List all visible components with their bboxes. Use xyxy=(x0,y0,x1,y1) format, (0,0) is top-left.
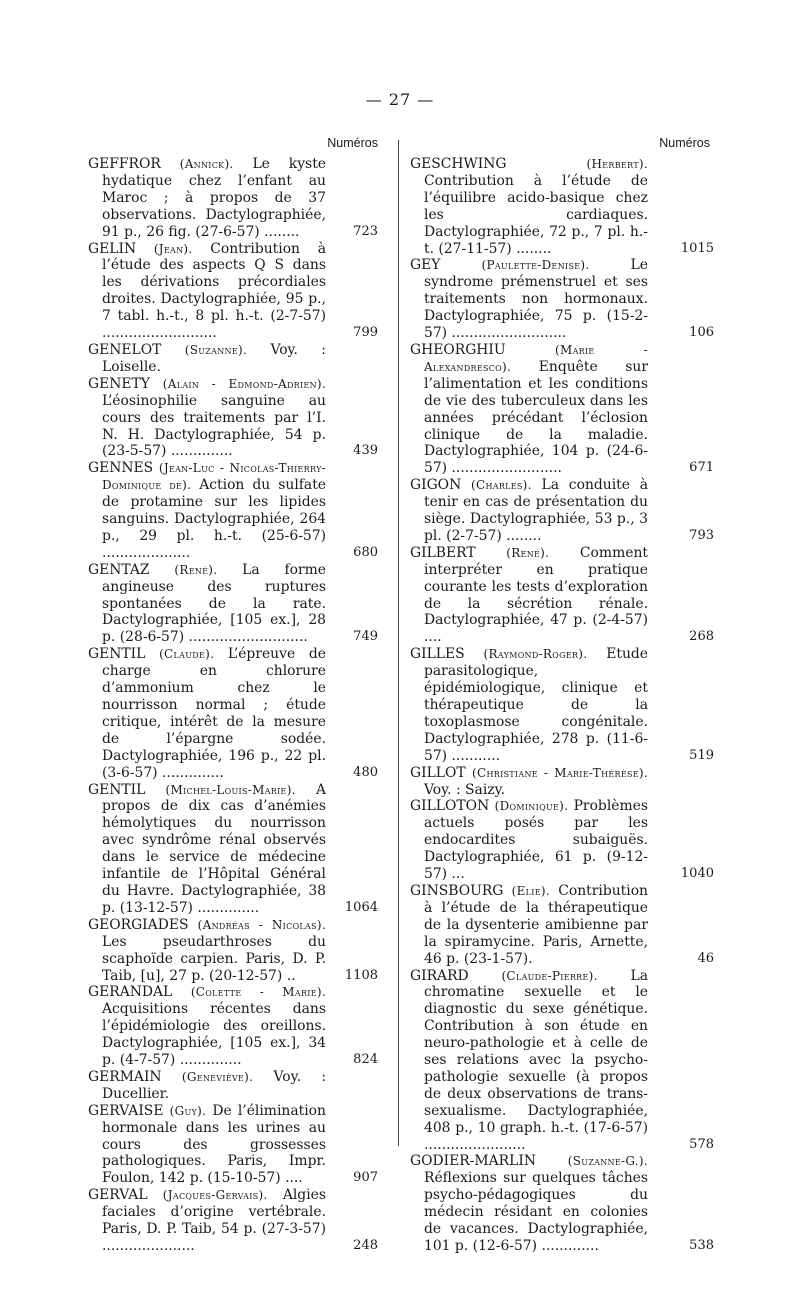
author-surname: GEFFROR xyxy=(88,156,161,172)
bibliography-entry xyxy=(410,765,700,799)
author-given-names: (Colette - Marie). xyxy=(190,985,326,1000)
bibliography-entry xyxy=(410,1153,714,1254)
entry-text: Contribution à l’étude des aspects Q S dans les dérivations précordiales droites. Dactylographiée, 95 p., 7 tabl. h.-t., 8 pl. h.-t. (2-7-57) .......................... xyxy=(102,240,326,342)
author-given-names: (Elie). xyxy=(511,883,550,898)
entry-text: L’éosinophilie sanguine au cours des traitements par l’I. N. H. Dactylographiée, 54 p. (23-5-57) .............. xyxy=(102,392,326,460)
entry-text: Contribution à l’étude de la thérapeutique de la dysenterie amibienne par la spiramycine. Paris, Arnette, 46 p. (23-1-57). xyxy=(424,882,649,967)
author-given-names: (Christiane - Marie-Thérèse). xyxy=(472,765,648,780)
bibliography-entry xyxy=(410,967,714,1154)
entry-number: 480 xyxy=(353,764,378,780)
entry-number: 749 xyxy=(353,629,378,645)
entry-text: Voy. : Loiselle. xyxy=(102,341,326,375)
author-given-names: (Suzanne). xyxy=(184,342,248,357)
author-given-names: (Raymond-Roger). xyxy=(483,647,588,662)
column-header: Numéros xyxy=(327,136,378,150)
bibliography-entry xyxy=(410,798,714,883)
bibliography-entry xyxy=(88,984,378,1069)
entry-text: Algies faciales d’origine vertébrale. Paris, D. P. Taib, 54 p. (27-3-57) ..................... xyxy=(102,1187,326,1254)
entry-text: La chromatine sexuelle et le diagnostic du sexe génétique. Contribution à son étude en neuro-pathologie et à celle de ses relations avec la psycho-pathologie sexuelle (à propos de deux observations de trans-sexualisme. Dactylographiée, 408 p., 10 graph. h.-t. (17-6-57) ....................... xyxy=(424,967,649,1153)
entry-number: 723 xyxy=(353,223,378,239)
entry-text: Le kyste hydatique chez l’enfant au Maroc ; à propos de 37 observations. Dactylographiée, 91 p., 26 fig. (27-6-57) ........ xyxy=(102,156,326,240)
bibliography-entry xyxy=(88,782,378,917)
entry-text: De l’élimination hormonale dans les urines au cours des grossesses pathologiques. Paris, Impr. Foulon, 142 p. (15-10-57) .... xyxy=(102,1102,326,1187)
bibliography-entry xyxy=(88,376,378,461)
bibliography-entry xyxy=(88,241,378,342)
entry-number: 439 xyxy=(353,443,378,459)
author-surname: GENETY xyxy=(88,375,150,392)
entry-text: Acquisitions récentes dans l’épidémiologie des oreillons. Dactylographiée, [105 ex.], 34 p. (4-7-57) .............. xyxy=(102,1001,326,1069)
author-surname: GERVAISE xyxy=(88,1102,164,1119)
entry-text: Problèmes actuels posés par les endocardites subaiguës. Dactylographiée, 61 p. (9-12-57) ... xyxy=(424,798,649,883)
bibliography-entry xyxy=(88,1103,378,1188)
entry-list xyxy=(410,156,714,1255)
bibliography-entry xyxy=(88,460,378,561)
entry-text: Le syndrome prémenstruel et ses traitements non hormonaux. Dactylographiée, 75 p. (15-2-57) .......................... xyxy=(424,257,648,342)
entry-number: 106 xyxy=(689,325,714,341)
entry-number: 578 xyxy=(689,1136,714,1152)
entry-text: Réflexions sur quelques tâches psycho-pédagogiques du médecin résidant en colonies de vacances. Dactylographiée, 101 p. (12-6-57) ............. xyxy=(424,1170,648,1254)
entry-text: Etude parasitologique, épidémiologique, clinique et thérapeutique de la toxoplasmose congénitale. Dactylographiée, 278 p. (11-6-57) ........... xyxy=(424,646,648,764)
column-divider xyxy=(398,140,399,1146)
author-given-names: (Michel-Louis-Marie). xyxy=(165,782,296,797)
entry-text: La forme angineuse des ruptures spontanées de la rate. Dactylographiée, [105 ex.], 28 p. (28-6-57) ........................... xyxy=(102,561,326,646)
author-surname: GESCHWING xyxy=(410,156,507,172)
author-given-names: (Claude-Pierre). xyxy=(501,968,598,983)
author-given-names: (Guy). xyxy=(169,1103,207,1118)
author-surname: GENNES xyxy=(88,460,154,477)
author-surname: GENTIL xyxy=(88,781,146,798)
bibliography-entry xyxy=(88,646,378,781)
page-number: — 27 — xyxy=(365,90,435,109)
entry-number: 538 xyxy=(689,1238,714,1253)
entry-list xyxy=(88,156,378,1255)
bibliography-entry xyxy=(88,562,378,647)
entry-number: 793 xyxy=(689,527,714,543)
entry-number: 268 xyxy=(689,629,714,645)
author-surname: GINSBOURG xyxy=(410,882,504,899)
bibliography-entry xyxy=(410,882,714,968)
entry-text: Action du sulfate de protamine sur les lipides sanguins. Dactylographiée, 264 p., 29 pl. h.-t. (25-6-57) .................... xyxy=(102,477,326,561)
author-surname: GILLES xyxy=(410,646,465,663)
left-column xyxy=(88,136,378,1255)
bibliography-entry xyxy=(410,257,714,342)
entry-text: L’épreuve de charge en chlorure d’ammonium chez le nourrisson normal ; étude critique, intérêt de la mesure de l’épargne sodée. Dactylographiée, 196 p., 22 pl. (3-6-57) .............. xyxy=(102,646,326,781)
author-given-names: (Claude). xyxy=(159,647,215,662)
author-surname: GEORGIADES xyxy=(88,916,189,933)
bibliography-entry xyxy=(88,917,378,985)
bibliography-entry xyxy=(88,1069,378,1103)
author-given-names: (Dominique). xyxy=(494,799,569,814)
bibliography-entry xyxy=(410,341,714,477)
author-given-names: (Andréas - Nicolas). xyxy=(197,917,326,932)
author-surname: GILLOTON xyxy=(410,798,490,815)
entry-number: 1064 xyxy=(344,899,378,915)
entry-text: A propos de dix cas d’anémies hémolytiques du nourrisson avec syndrôme rénal observés dans le service de médecine infantile de l’Hôpital Général du Havre. Dactylographiée, 38 p. (13-12-57) .............. xyxy=(102,781,326,916)
bibliography-entry xyxy=(410,477,714,545)
entry-text: La conduite à tenir en cas de présentation du siège. Dactylographiée, 53 p., 3 pl. (2-7-57) ........ xyxy=(424,477,649,544)
column-header: Numéros xyxy=(659,136,710,150)
entry-number: 680 xyxy=(353,544,378,560)
author-given-names: (Jean-Luc - Nicolas-Thierry-Dominique de). xyxy=(102,461,327,493)
bibliography-entry xyxy=(410,544,714,646)
entry-number: 824 xyxy=(353,1052,378,1068)
entry-number: 248 xyxy=(353,1238,378,1253)
author-given-names: (Charles). xyxy=(471,478,532,493)
author-surname: GODIER-MARLIN xyxy=(410,1153,536,1170)
author-surname: GENELOT xyxy=(88,341,162,358)
author-given-names: (René). xyxy=(506,545,550,560)
author-given-names: (René). xyxy=(174,562,218,577)
right-column xyxy=(410,136,714,1255)
author-surname: GERANDAL xyxy=(88,984,173,1001)
author-surname: GERVAL xyxy=(88,1187,148,1204)
author-surname: GIRARD xyxy=(410,967,469,984)
entry-text: Enquête sur l’alimentation et les conditions de vie des tuberculeux dans les années précédant l’éclosion clinique de la maladie. Dactylographiée, 104 p. (24-6-57) ......................... xyxy=(424,358,649,477)
entry-number: 46 xyxy=(697,950,714,966)
author-given-names: (Geneviève). xyxy=(181,1069,254,1084)
author-surname: GERMAIN xyxy=(88,1068,162,1085)
bibliography-entry xyxy=(410,646,714,764)
author-surname: GENTIL xyxy=(88,646,146,663)
author-surname: GEY xyxy=(410,257,441,274)
entry-text: Comment interpréter en pratique courante les tests d’exploration de la sécrétion rénale. Dactylographiée, 47 p. (2-4-57) .... xyxy=(424,544,649,646)
author-given-names: (Marie - Alexandresco). xyxy=(424,342,648,374)
entry-number: 1108 xyxy=(344,967,378,983)
author-surname: GELIN xyxy=(88,240,137,257)
author-given-names: (Herbert). xyxy=(586,157,648,171)
entry-number: 799 xyxy=(353,325,378,341)
entry-number: 1015 xyxy=(680,240,714,256)
author-given-names: (Annick). xyxy=(179,157,234,171)
bibliography-entry xyxy=(88,1187,378,1255)
bibliography-entry xyxy=(88,342,378,376)
entry-number: 907 xyxy=(353,1170,378,1186)
entry-number: 519 xyxy=(689,747,714,763)
entry-number: 671 xyxy=(689,460,714,476)
author-surname: GENTAZ xyxy=(88,561,150,578)
entry-number: 1040 xyxy=(680,866,714,882)
author-surname: GILBERT xyxy=(410,544,476,561)
author-given-names: (Jean). xyxy=(153,241,193,256)
entry-text: Les pseudarthroses du scaphoïde carpien. Paris, D. P. Taib, [u], 27 p. (20-12-57) .. xyxy=(102,933,326,984)
author-given-names: (Alain - Edmond-Adrien). xyxy=(162,376,326,391)
author-surname: GILLOT xyxy=(410,764,466,781)
author-given-names: (Jacques-Gervais). xyxy=(162,1188,268,1203)
author-surname: GIGON xyxy=(410,477,462,494)
author-given-names: (Suzanne-G.). xyxy=(567,1154,648,1169)
bibliography-entry xyxy=(410,156,714,257)
author-surname: GHEORGHIU xyxy=(410,341,506,358)
entry-text: Voy. : Saizy. xyxy=(424,781,506,798)
entry-text: Voy. : Ducellier. xyxy=(102,1068,327,1102)
entry-text: Contribution à l’étude de l’équilibre acido-basique chez les cardiaques. Dactylographiée, 72 p., 7 pl. h.-t. (27-11-57) ........ xyxy=(424,172,648,257)
author-given-names: (Paulette-Denise). xyxy=(481,258,590,273)
bibliography-entry xyxy=(88,156,378,241)
